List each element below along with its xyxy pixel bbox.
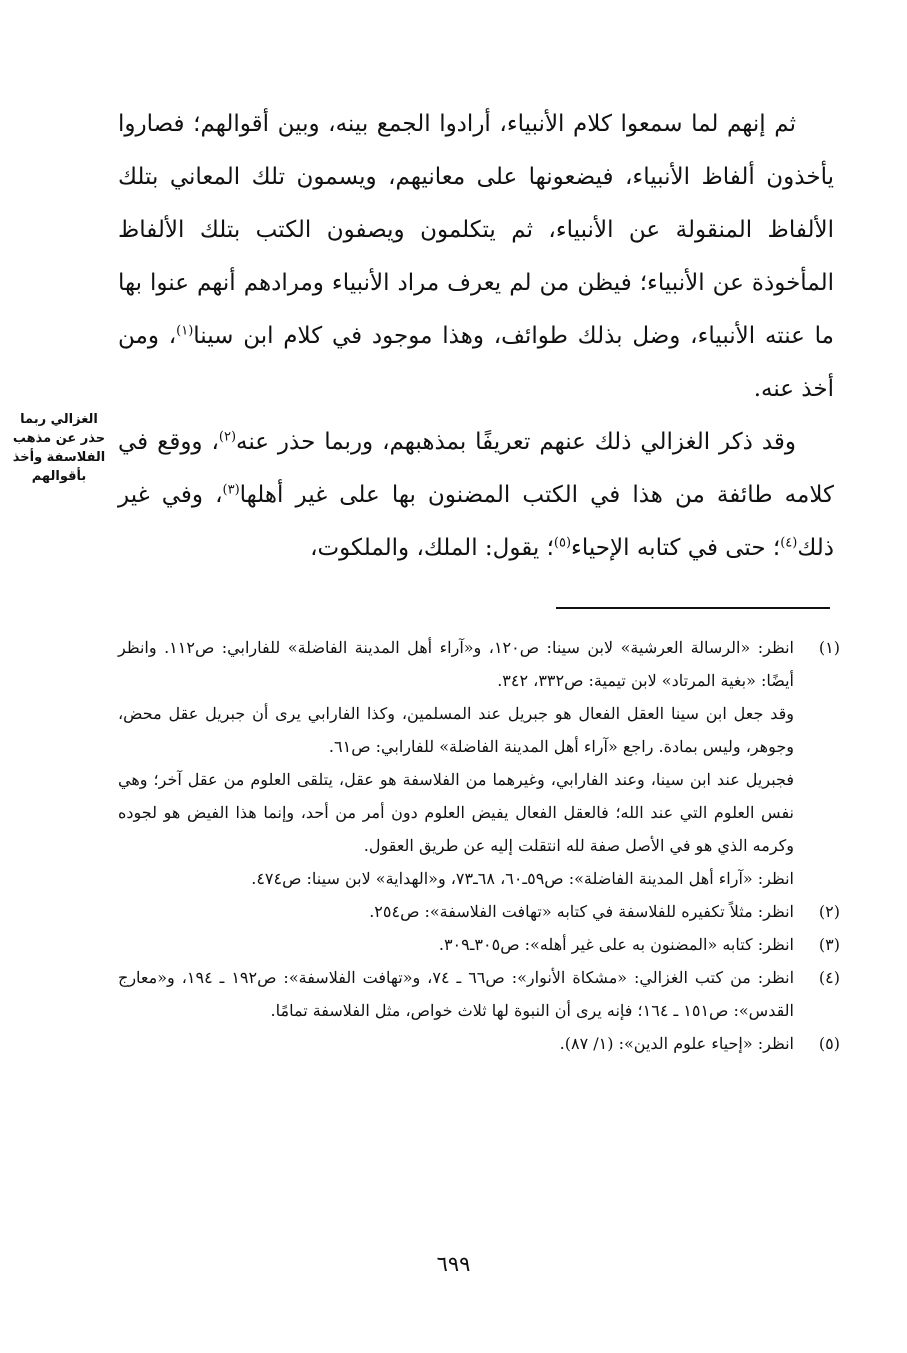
text-run: ، وفي غير ذلك	[118, 482, 834, 561]
footnote-4	[118, 961, 840, 1027]
main-text	[118, 98, 834, 575]
footnote-line: انظر: «الرسالة العرشية» لابن سينا: ص١٢٠، و«آراء أهل المدينة الفاضلة» للفارابي: ص١١٢. وانظر أيضًا: «بغية المرتاد» لابن تيمية: ص٣٣٢، ٣٤٢.	[118, 638, 794, 690]
footnote-ref-4[interactable]: (٤)	[780, 535, 798, 551]
footnote-line: انظر: مثلاً تكفيره للفلاسفة في كتابه «تهافت الفلاسفة»: ص٢٥٤.	[369, 902, 794, 921]
text-run: ، ومن أخذ عنه.	[118, 323, 834, 402]
footnote-ref-5[interactable]: (٥)	[553, 535, 572, 551]
footnote-body	[118, 928, 794, 961]
footnote-separator	[556, 607, 830, 609]
footnote-ref-1[interactable]: (١)	[176, 323, 194, 339]
footnote-line: انظر: «آراء أهل المدينة الفاضلة»: ص٥٩ـ٦٠، ٦٨ـ٧٣، و«الهداية» لابن سينا: ص٤٧٤.	[251, 869, 794, 888]
footnote-line: انظر: «إحياء علوم الدين»: (١/ ٨٧).	[559, 1034, 794, 1053]
footnote-number: (٥)	[818, 1034, 840, 1053]
text-run: ؛ يقول: الملك، والملكوت،	[310, 535, 554, 561]
footnote-body	[118, 631, 794, 697]
paragraph-1	[118, 98, 834, 416]
footnote-1	[118, 631, 840, 697]
margin-note: الغزالي ربما حذر عن مذهب الفلاسفة وأخذ بأقوالهم	[12, 412, 106, 484]
footnote-body	[118, 895, 794, 928]
footnote-number: (٢)	[818, 902, 840, 921]
footnote-5	[118, 1027, 840, 1060]
footnote-number: (٤)	[818, 968, 840, 987]
page-number: ٦٩٩	[436, 1252, 471, 1276]
paragraph-2	[118, 416, 834, 575]
footnote-3	[118, 928, 840, 961]
text-run: وقد ذكر الغزالي ذلك عنهم تعريفًا بمذهبهم، وربما حذر عنه	[236, 429, 796, 455]
footnote-line: انظر: كتابه «المضنون به على غير أهله»: ص٣٠٥ـ٣٠٩.	[438, 935, 794, 954]
footnote-line: انظر: من كتب الغزالي: «مشكاة الأنوار»: ص٦٦ ـ ٧٤، و«تهافت الفلاسفة»: ص١٩٢ ـ ١٩٤، و«معارج القدس»: ص١٥١ ـ ١٦٤؛ فإنه يرى أن النبوة لها ثلاث خواص، مثل الفلاسفة تمامًا.	[118, 968, 795, 1020]
footnote-ref-3[interactable]: (٣)	[222, 482, 240, 498]
footnote-line: فجبريل عند ابن سينا، وعند الفارابي، وغيرهما من الفلاسفة هو عقل، يتلقى العلوم من عقل آخر؛ وهي نفس العلوم التي عند الله؛ فالعقل الفعال يفيض العلوم دون أمر من أحد، وإنما هذا الفيض هو لجوده وكرمه الذي هو في الأصل صفة لله انتقلت إليه عن طريق العقول.	[118, 770, 794, 855]
footnote-number: (١)	[818, 638, 840, 657]
text-run: ، ووقع في كلامه طائفة من هذا في الكتب المضنون بها على غير أهلها	[118, 429, 834, 508]
text-run: ؛ حتى في كتابه الإحياء	[571, 535, 781, 561]
footnotes	[118, 631, 840, 1060]
footnote-body	[118, 961, 794, 1027]
text-run: ثم إنهم لما سمعوا كلام الأنبياء، أرادوا الجمع بينه، وبين أقوالهم؛ فصاروا يأخذون ألفاظ الأنبياء، فيضعونها على معانيهم، ويسمون تلك المعاني بتلك الألفاظ المنقولة عن الأنبياء، ثم يتكلمون ويصفون الكتب بتلك الألفاظ المأخوذة عن الأنبياء؛ فيظن من لم يعرف مراد الأنبياء ومرادهم أنهم عنوا بها ما عنته الأنبياء، وضل بذلك طوائف، وهذا موجود في كلام ابن سينا	[118, 111, 834, 349]
footnote-2	[118, 895, 840, 928]
footnote-body	[118, 1027, 794, 1060]
footnote-ref-2[interactable]: (٢)	[218, 429, 237, 445]
footnote-line: وقد جعل ابن سينا العقل الفعال هو جبريل عند المسلمين، وكذا الفارابي يرى أن جبريل عقل محض، وجوهر، وليس بمادة. راجع «آراء أهل المدينة الفاضلة» للفارابي: ص٦١.	[118, 704, 794, 756]
footnote-number: (٣)	[818, 935, 840, 954]
footnote-1-continuation	[118, 697, 794, 895]
